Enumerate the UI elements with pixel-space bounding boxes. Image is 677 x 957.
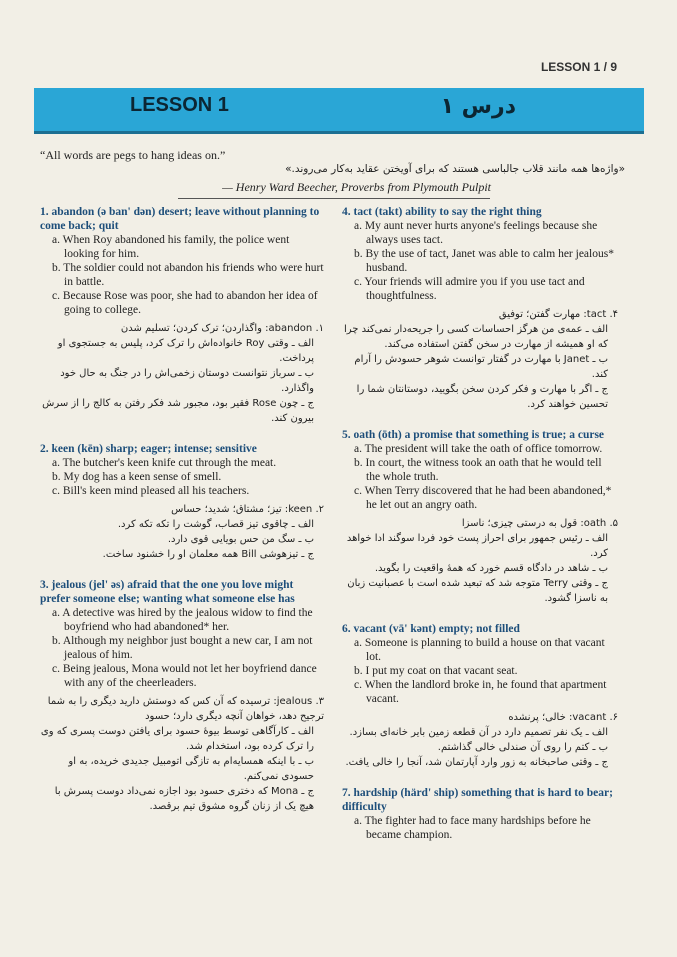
persian-example: ج ـ وقتی صاحبخانه به زور وارد آپارتمان شد، آنجا را خالی یافت. (345, 757, 608, 768)
example: b. By the use of tact, Janet was able to calm her jealous* husband. (354, 248, 614, 274)
persian-example: ج ـ Mona که دختری حسود بود اجازه نمی‌داد دوست پسرش با هیچ یک از زنان گروه مشوق تیم برقصد. (54, 786, 314, 812)
persian-example: الف ـ وقتی Roy خانواده‌اش را ترک کرد، پلیس به جستجوی او پرداخت. (57, 338, 314, 364)
example: b. Although my neighbor just bought a new car, I am not jealous of him. (52, 635, 313, 661)
quote-persian: «واژه‌ها همه مانند قلاب جالباسی هستند که برای آویختن عقاید به‌کار می‌روند.» (285, 163, 625, 175)
headword: 5. oath (ōth) a promise that something is true; a curse (342, 429, 605, 441)
example: a. Someone is planning to build a house on that vacant lot. (354, 637, 605, 663)
persian-definition: ۳. jealous: ترسیده که آن کس که دوستش دارید دیگری را به شما ترجیح دهد، خواهان آنچه دیگری دارد؛ حسود (47, 696, 324, 722)
running-head: LESSON 1 / 9 (540, 60, 617, 74)
example: b. I put my coat on that vacant seat. (354, 665, 518, 677)
example: b. My dog has a keen sense of smell. (52, 471, 222, 483)
persian-example: ب ـ Janet با مهارت در گفتار توانست شوهر حسودش را آرام کند. (354, 354, 608, 380)
persian-example: الف ـ عمه‌ی من هرگز احساسات کسی را جریحه‌دار نمی‌کند چرا که او همیشه از مهارت در سخن گفتن استفاده می‌کند. (343, 324, 608, 350)
example: a. When Roy abandoned his family, the police went looking for him. (52, 234, 290, 260)
example: a. The president will take the oath of office tomorrow. (354, 443, 603, 455)
example: a. My aunt never hurts anyone's feelings because she always uses tact. (354, 220, 598, 246)
headword: 1. abandon (ə ban' dən) desert; leave without planning to come back; quit (40, 206, 320, 232)
headword: 7. hardship (härd' ship) something that is hard to bear; difficulty (342, 787, 613, 813)
left-column (40, 205, 324, 820)
persian-example: ب ـ کتم را روی آن صندلی خالی گذاشتم. (437, 742, 608, 753)
word-entry-jealous (40, 578, 324, 814)
example: c. Being jealous, Mona would not let her boyfriend dance with any of the cheerleaders. (52, 663, 317, 689)
word-entry-oath (342, 428, 618, 606)
headword: 6. vacant (vā' kənt) empty; not filled (342, 623, 520, 635)
lesson-title-en: LESSON 1 (130, 94, 229, 116)
persian-example: ب ـ سرباز نتوانست دوستان زخمی‌اش را در جنگ به حال خود واگذارد. (60, 368, 314, 394)
word-entry-abandon (40, 205, 324, 426)
persian-example: ج ـ اگر با مهارت و فکر کردن سخن بگویید، دوستانتان شما را تحسین خواهند کرد. (356, 384, 608, 410)
example: c. Because Rose was poor, she had to abandon her idea of going to college. (52, 290, 318, 316)
lesson-banner (34, 88, 644, 134)
example: a. The fighter had to face many hardships before he became champion. (354, 815, 591, 841)
quote-english: “All words are pegs to hang ideas on.” (40, 148, 226, 162)
persian-definition: ۲. keen: تیز؛ مشتاق؛ شدید؛ حساس (171, 504, 324, 515)
example: a. The butcher's keen knife cut through the meat. (52, 457, 277, 469)
persian-example: ج ـ وقتی Terry متوجه شد که تبعید شده است با عصبانیت زبان به ناسزا گشود. (347, 578, 608, 604)
example: c. Bill's keen mind pleased all his teachers. (52, 485, 250, 497)
persian-example: ج ـ چون Rose فقیر بود، مجبور شد فکر رفتن به کالج را از سرش بیرون کند. (42, 398, 314, 424)
quote-source: — Henry Ward Beecher, Proverbs from Plymouth Pulpit (222, 180, 491, 194)
example: c. When the landlord broke in, he found that apartment vacant. (354, 679, 607, 705)
headword: 3. jealous (jel' əs) afraid that the one you love might prefer someone else; wanting what someone else has (40, 579, 295, 605)
persian-example: ج ـ تیزهوشی Bill همه معلمان او را خشنود ساخت. (102, 549, 314, 560)
quote-divider (178, 198, 490, 199)
example: a. A detective was hired by the jealous widow to find the boyfriend who had abandoned* her. (52, 607, 313, 633)
headword: 4. tact (takt) ability to say the right thing (342, 206, 542, 218)
example: b. In court, the witness took an oath that he would tell the whole truth. (354, 457, 602, 483)
persian-example: ب ـ سگ من حس بویایی قوی دارد. (167, 534, 314, 545)
persian-definition: ۶. vacant: خالی؛ پرنشده (508, 712, 618, 723)
persian-definition: ۵. oath: قول به درستی چیزی؛ ناسزا (461, 518, 618, 529)
persian-example: الف ـ کارآگاهی توسط بیوهٔ حسود برای یافتن دوست پسری که وی را ترک کرده بود، استخدام شد. (40, 726, 314, 752)
persian-example: الف ـ رئیس جمهور برای احراز پست خود فردا سوگند ادا خواهد کرد. (346, 533, 608, 559)
example: b. The soldier could not abandon his friends who were hurt in battle. (52, 262, 324, 288)
word-entry-hardship (342, 786, 618, 842)
example: c. Your friends will admire you if you use tact and thoughtfulness. (354, 276, 585, 302)
persian-example: ب ـ با اینکه همسایه‌ام به تازگی اتومبیل جدیدی خریده، به او حسودی نمی‌کنم. (68, 756, 314, 782)
word-entry-tact (342, 205, 618, 412)
word-entry-keen (40, 442, 324, 562)
headword: 2. keen (kēn) sharp; eager; intense; sensitive (40, 443, 257, 455)
persian-example: الف ـ یک نفر تصمیم دارد در آن قطعه زمین بایر خانه‌ای بسازد. (349, 727, 608, 738)
persian-definition: ۱. abandon: واگذاردن؛ ترک کردن؛ تسلیم شدن (120, 323, 324, 334)
persian-example: ب ـ شاهد در دادگاه قسم خورد که همهٔ واقعیت را بگوید. (374, 563, 608, 574)
persian-example: الف ـ چاقوی تیز قصاب، گوشت را تکه تکه کرد. (117, 519, 314, 530)
example: c. When Terry discovered that he had been abandoned,* he let out an angry oath. (354, 485, 612, 511)
persian-definition: ۴. tact: مهارت گفتن؛ توفیق (498, 309, 618, 320)
lesson-title-fa: درس ۱ (440, 94, 516, 119)
word-entry-vacant (342, 622, 618, 770)
right-column (342, 205, 618, 848)
